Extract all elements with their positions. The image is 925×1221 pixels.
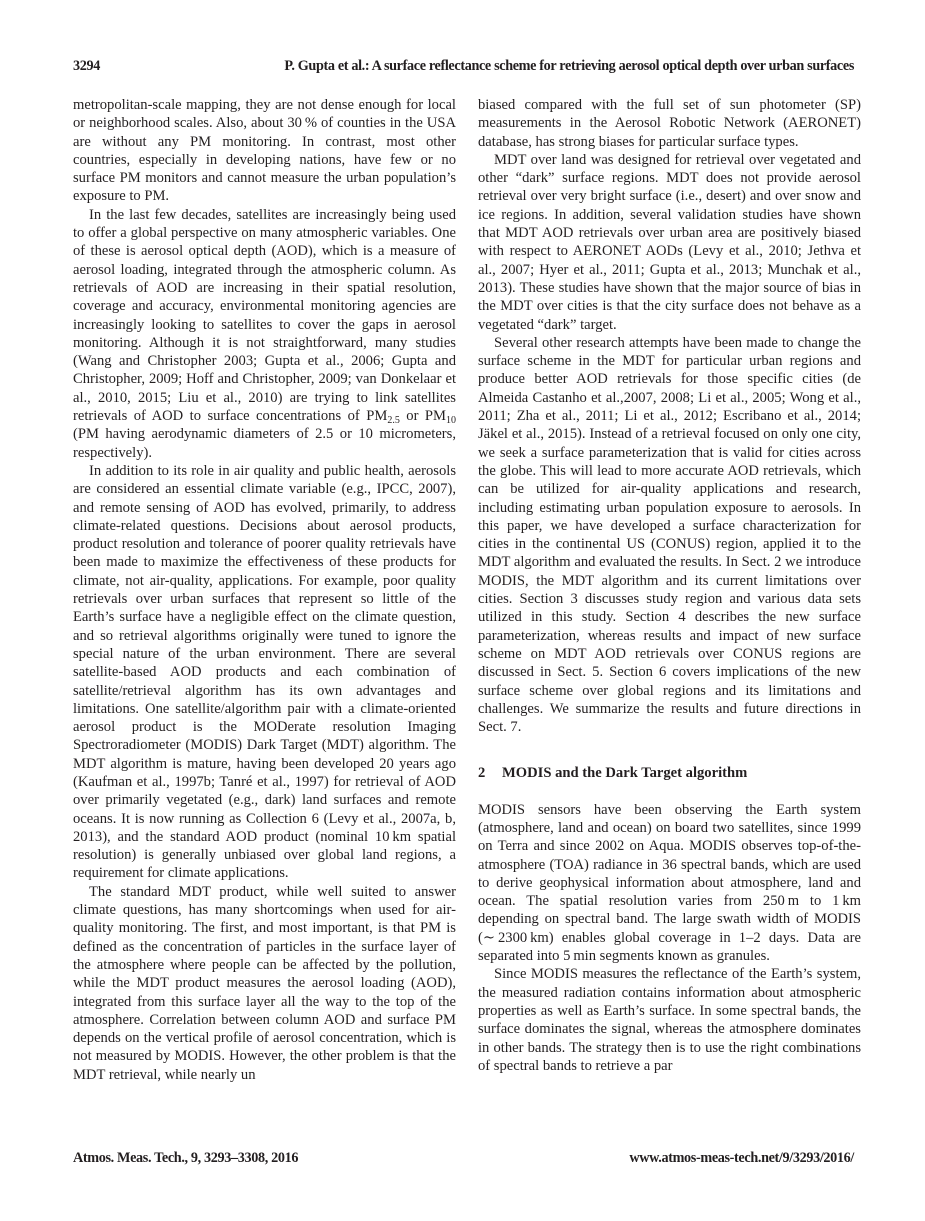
paragraph-satellites	[73, 206, 456, 462]
right-column	[478, 96, 861, 1075]
paragraph: biased compared with the full set of sun photometer (SP) measurements in the Aerosol Robotic Network (AERONET) database, has strong biases for particular surface types.	[478, 97, 861, 150]
subscript: 10	[446, 415, 456, 427]
page-footer	[73, 1150, 854, 1170]
section-heading	[478, 764, 861, 782]
paragraph-text: or PM	[399, 408, 446, 425]
paragraph: The standard MDT product, while well suited to answer climate questions, has many shortcomings when used for air-quality monitoring. The first, and most important, is that PM is defined as the concentration of particles in the surface layer of the atmosphere where people can be affected by the pollution, while the MDT product measures the aerosol loading (AOD), integrated from this surface layer all the way to the top of the atmosphere. Correlation between column AOD and surface PM depends on the vertical profile of aerosol concentration, which is not measured by MODIS. However, the other problem is that the MDT retrieval, while nearly un	[73, 883, 456, 1083]
paragraph: Several other research attempts have been made to change the surface scheme in the MDT for particular urban regions and produce better AOD retrievals for those specific cities (de Almeida Castanho et al.,2007, 2008; Li et al., 2005; Wong et al., 2011; Zha et al., 2011; Li et al., 2012; Escribano et al., 2014; Jäkel et al., 2015). Instead of a retrieval focused on only one city, we seek a surface parameterization that is valid for cities across the globe. This will lead to more accurate AOD retrievals, which can be utilized for air-quality applications and research, including estimating urban population exposure to aerosols. In this paper, we have developed a surface characterization for cities in the continental US (CONUS) region, applied it to the MDT algorithm and evaluated the results. In Sect. 2 we introduce MODIS, the MDT algorithm and its current limitations over cities. Section 3 discusses study region and various data sets utilized in this study. Section 4 describes the new surface parameterization, whereas results and impact of new surface scheme on MDT AOD retrievals over CONUS regions are discussed in Sect. 5. Section 6 covers implications of the new surface scheme over global regions and its limitations and challenges. We summarize the results and future directions in Sect. 7.	[478, 334, 861, 736]
paragraph: metropolitan-scale mapping, they are not dense enough for local or neighborhood scales. Also, about 30 % of counties in the USA are without any PM monitoring. In contrast, most other countries, especially in developing nations, have few or no surface PM monitors and cannot measure the urban population’s exposure to PM.	[73, 97, 456, 205]
paragraph-text: In the last few decades, satellites are increasingly being used to offer a global perspective on many atmospheric variables. One of these is aerosol optical depth (AOD), which is a measure of aerosol loading, integrated through the atmospheric column. As retrievals of AOD are increasing in their spatial resolution, coverage and accuracy, environmental monitoring agencies are increasingly looking to satellites to cover the gaps in aerosol monitoring. Although it is not straightforward, many studies (Wang and Christopher 2003; Gupta et al., 2006; Gupta and Christopher, 2009; Hoff and Christopher, 2009; van Donkelaar et al., 2010, 2015; Liu et al., 2010) are trying to link satellites retrievals of AOD to surface concentrations of PM	[73, 206, 456, 425]
subscript: 2.5	[387, 415, 400, 427]
section-title: MODIS and the Dark Target algorithm	[502, 765, 748, 782]
running-title: P. Gupta et al.: A surface reflectance scheme for retrieving aerosol optical depth over urban surfaces	[284, 58, 854, 74]
paragraph: MODIS sensors have been observing the Earth system (atmosphere, land and ocean) on board two satellites, since 1999 on Terra and since 2002 on Aqua. MODIS observes top-of-the-atmosphere (TOA) radiance in 36 spectral bands, which are used to derive geophysical information about atmosphere, land and ocean. The spatial resolution varies from 250 m to 1 km depending on spectral band. The large swath width of MODIS (∼ 2300 km) enables global coverage in 1–2 days. Data are separated into 5 min segments known as granules.	[478, 801, 861, 965]
paragraph: MDT over land was designed for retrieval over vegetated and other “dark” surface regions. MDT does not provide aerosol retrieval over very bright surface (i.e., desert) and over snow and ice regions. In addition, several validation studies have shown that MDT AOD retrievals over urban area are positively biased with respect to AERONET AODs (Levy et al., 2010; Jethva et al., 2007; Hyer et al., 2011; Gupta et al., 2013; Munchak et al., 2013). These studies have shown that the major source of bias in the MDT over cities is that the city surface does not behave as a vegetated “dark” target.	[478, 151, 861, 333]
page-header	[73, 58, 854, 78]
journal-citation: Atmos. Meas. Tech., 9, 3293–3308, 2016	[73, 1150, 299, 1166]
page-number: 3294	[73, 58, 100, 74]
paragraph: In addition to its role in air quality and public health, aerosols are considered an essential climate variable (e.g., IPCC, 2007), and remote sensing of AOD has evolved, primarily, to address climate-related questions. Decisions about aerosol products, product resolution and tolerance of poorer quality retrievals have been made to maximize the effectiveness of these products for climate, not air-quality, applications. For example, poor quality retrievals over urban surfaces that represent so little of the Earth’s surface have a negligible effect on the climate question, and so retrieval algorithms originally were tuned to ignore the special nature of the urban environment. There are several satellite-based AOD products and each combination of satellite/retrieval algorithm has its own advantages and limitations. One satellite/algorithm pair with a climate-oriented aerosol product is the MODerate resolution Imaging Spectroradiometer (MODIS) Dark Target (MDT) algorithm. The MDT algorithm is mature, having been developed 20 years ago (Kaufman et al., 1997b; Tanré et al., 1997) for retrieval of AOD over primarily vegetated (e.g., dark) land surfaces and remote oceans. It is now running as Collection 6 (Levy et al., 2007a, b, 2013), and the standard AOD product (nominal 10 km spatial resolution) is generally unbiased over global land regions, a requirement for climate applications.	[73, 462, 456, 882]
left-column	[73, 96, 456, 1084]
paragraph: Since MODIS measures the reflectance of the Earth’s system, the measured radiation contains information about atmospheric properties as well as Earth’s surface. In some spectral bands, the surface dominates the signal, whereas the atmosphere dominates in other bands. The strategy then is to use the right combinations of spectral bands to retrieve a par	[478, 966, 861, 1074]
section-number: 2	[478, 765, 486, 782]
paragraph-text: (PM having aerodynamic diameters of 2.5 or 10 micrometers, respectively).	[73, 426, 456, 461]
journal-url[interactable]: www.atmos-meas-tech.net/9/3293/2016/	[629, 1150, 854, 1166]
